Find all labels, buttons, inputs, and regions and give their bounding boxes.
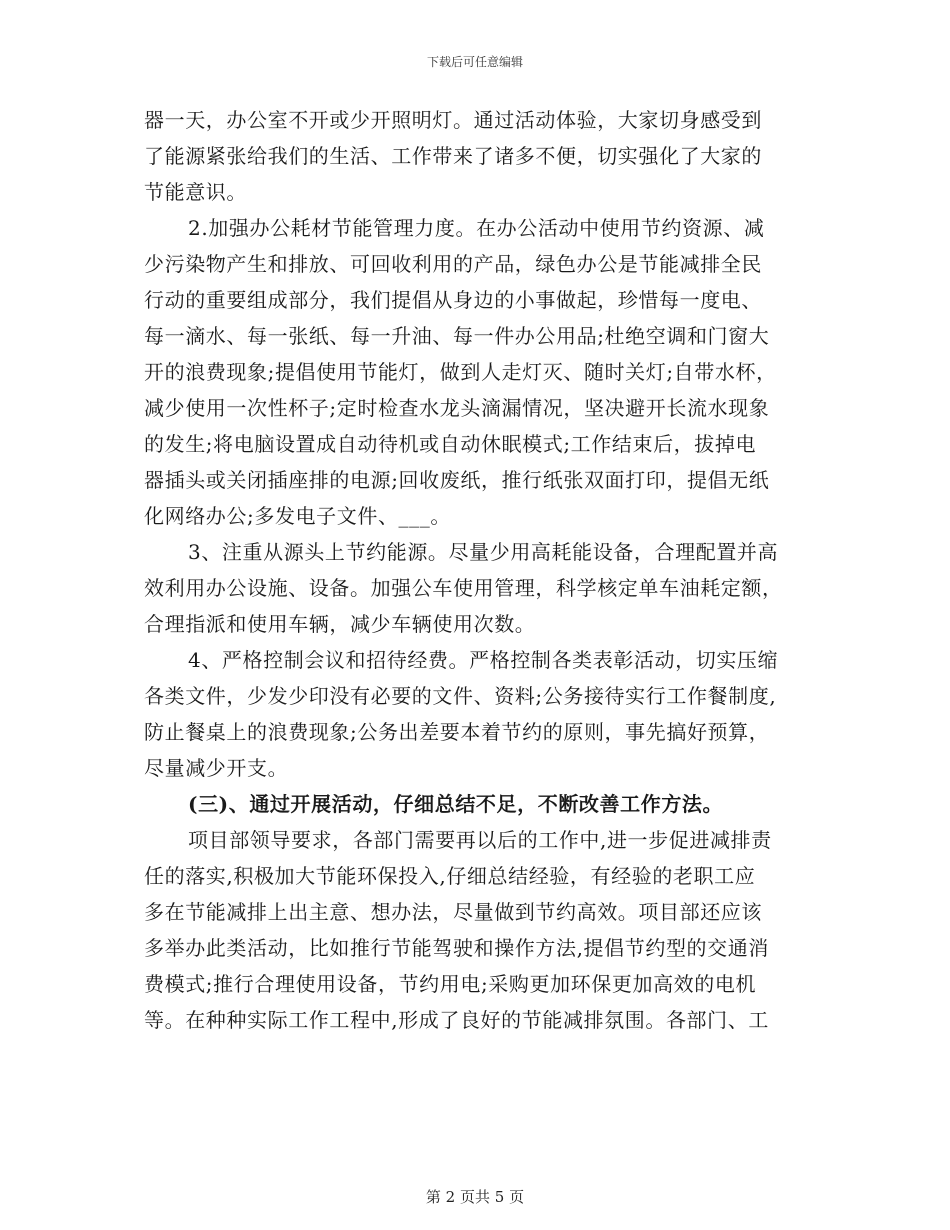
text-line: 开的浪费现象;提倡使用节能灯，做到人走灯灭、随时关灯;自带水杯， (144, 360, 777, 384)
text-line: 效利用办公设施、设备。加强公车使用管理，科学核定单车油耗定额， (144, 576, 783, 600)
text-line: 多举办此类活动，比如推行节能驾驶和操作方法,提倡节约型的交通消 (144, 936, 769, 960)
text-line: 2.加强办公耗材节能管理力度。在办公活动中使用节约资源、减 (188, 216, 765, 240)
text-line: 多在节能减排上出主意、想办法，尽量做到节约高效。项目部还应该 (144, 900, 762, 924)
text-line: 4、严格控制会议和招待经费。严格控制各类表彰活动，切实压缩 (188, 648, 779, 672)
text-line: 防止餐桌上的浪费现象;公务出差要本着节约的原则，事先搞好预算， (144, 720, 770, 744)
text-line: 费模式;推行合理使用设备，节约用电;采购更加环保更加高效的电机 (144, 972, 757, 996)
text-line: 各类文件，少发少印没有必要的文件、资料;公务接待实行工作餐制度, (144, 684, 777, 708)
document-body (144, 102, 809, 1038)
text-line: 化网络办公;多发电子文件、___。 (144, 504, 451, 528)
text-line: 合理指派和使用车辆，减少车辆使用次数。 (144, 612, 536, 636)
text-line: 每一滴水、每一张纸、每一升油、每一件办公用品;杜绝空调和门窗大 (144, 324, 770, 348)
text-line: 尽量减少开支。 (144, 756, 289, 780)
section-heading: (三)、通过开展活动，仔细总结不足，不断改善工作方法。 (188, 792, 724, 816)
text-line: 任的落实,积极加大节能环保投入,仔细总结经验，有经验的老职工应 (144, 864, 756, 888)
text-line: 器插头或关闭插座排的电源;回收废纸，推行纸张双面打印，提倡无纸 (144, 468, 770, 492)
page-header: 下载后可任意编辑 (426, 55, 523, 69)
text-line: 等。在种种实际工作工程中,形成了良好的节能减排氛围。各部门、工 (144, 1008, 769, 1032)
text-line: 器一天，办公室不开或少开照明灯。通过活动体验，大家切身感受到 (144, 108, 762, 132)
page-footer: 第 2 页共 5 页 (425, 1188, 525, 1206)
text-line: 的发生;将电脑设置成自动待机或自动休眠模式;工作结束后，拔掉电 (144, 432, 757, 456)
text-line: 少污染物产生和排放、可回收利用的产品，绿色办公是节能减排全民 (144, 252, 762, 276)
text-line: 3、注重从源头上节约能源。尽量少用高耗能设备，合理配置并高 (188, 540, 779, 564)
text-line: 减少使用一次性杯子;定时检查水龙头滴漏情况，坚决避开长流水现象 (144, 396, 770, 420)
text-line: 行动的重要组成部分，我们提倡从身边的小事做起，珍惜每一度电、 (144, 288, 762, 312)
text-line: 项目部领导要求，各部门需要再以后的工作中,进一步促进减排责 (188, 828, 772, 852)
text-line: 了能源紧张给我们的生活、工作带来了诸多不便，切实强化了大家的 (144, 144, 762, 168)
text-line: 节能意识。 (144, 180, 247, 204)
